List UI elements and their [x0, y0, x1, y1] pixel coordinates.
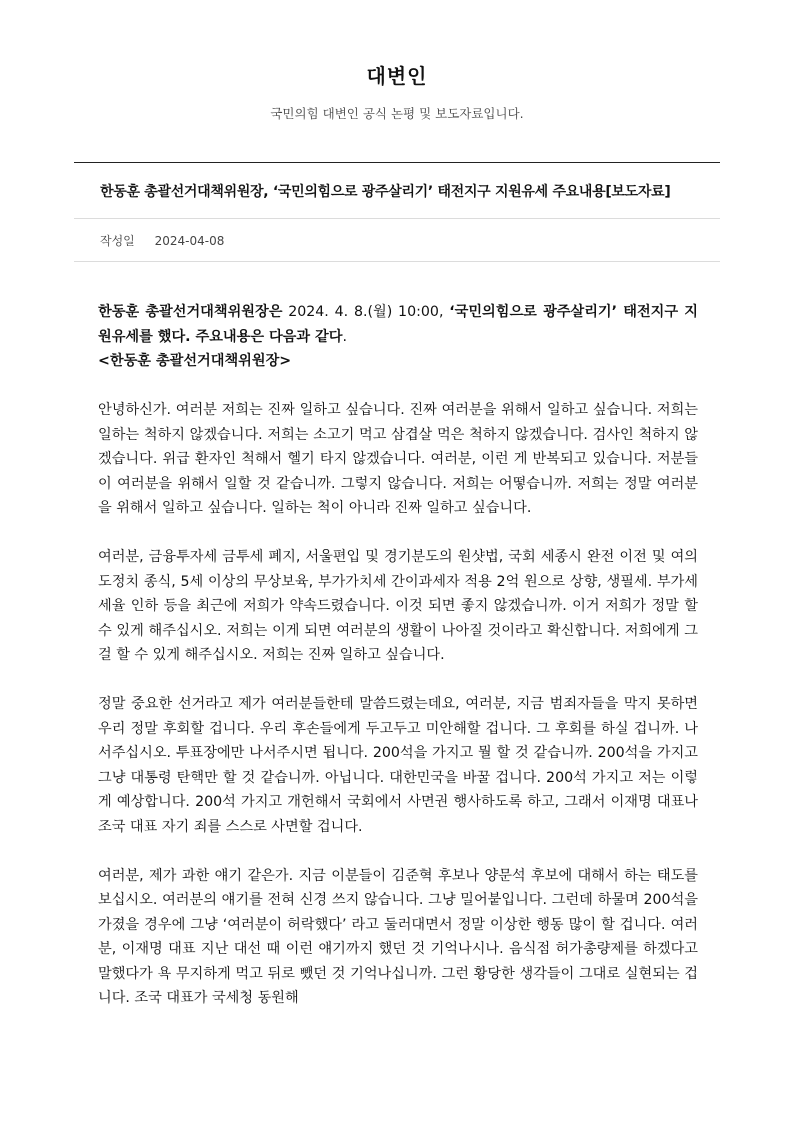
- site-title: 대변인: [366, 64, 428, 88]
- body-paragraph: 정말 중요한 선거라고 제가 여러분들한테 말씀드렸는데요, 여러분, 지금 범죄자들을 막지 못하면 우리 정말 후회할 겁니다. 우리 후손들에게 두고두고 미안해할 겁니다. 그 후회를 하실 겁니까. 나서주십시오. 투표장에만 나서주시면 됩니다. 200석을 가지고 뭘 할 것 같습니까. 200석을 가지고 그냥 대통령 탄핵만 할 것 같습니까. 아닙니다. 대한민국을 바꿀 겁니다. 200석 가지고 저는 이렇게 예상합니다. 200석 가지고 개헌해서 국회에서 사면권 행사하도록 하고, 그래서 이재명 대표나 조국 대표 자기 죄를 스스로 사면할 겁니다.: [98, 696, 698, 835]
- meta-divider: [74, 261, 720, 262]
- post-date: 2024-04-08: [154, 234, 225, 248]
- intro-paragraph: [98, 300, 698, 374]
- date-label: 작성일: [100, 234, 135, 248]
- speaker-heading: <한동훈 총괄선거대책위원장>: [98, 353, 292, 369]
- header-divider: [74, 162, 720, 163]
- body-paragraph: 안녕하신가. 여러분 저희는 진짜 일하고 싶습니다. 진짜 여러분을 위해서 일하고 싶습니다. 저희는 일하는 척하지 않겠습니다. 저희는 소고기 먹고 삼겹살 먹은 척하지 않겠습니다. 검사인 척하지 않겠습니다. 위급 환자인 척해서 헬기 타지 않겠습니다. 여러분, 이런 게 반복되고 있습니다. 저분들이 여러분을 위해서 일할 것 같습니까. 그렇지 않습니다. 저희는 어떻습니까. 저희는 정말 여러분을 위해서 일하고 싶습니다. 일하는 척이 아니라 진짜 일하고 싶습니다.: [98, 402, 698, 516]
- intro-end: .: [342, 328, 347, 345]
- title-divider: [74, 218, 720, 219]
- site-subtitle: 국민의힘 대변인 공식 논평 및 보도자료입니다.: [270, 106, 524, 121]
- body-paragraph: 여러분, 금융투자세 금투세 폐지, 서울편입 및 경기분도의 원샷법, 국회 세종시 완전 이전 및 여의도정치 종식, 5세 이상의 무상보육, 부가가치세 간이과세자 적용 2억 원으로 상향, 생필세. 부가세 세율 인하 등을 최근에 저희가 약속드렸습니다. 이것 되면 좋지 않겠습니까. 이거 저희가 정말 할 수 있게 해주십시오. 저희는 이게 되면 여러분의 생활이 나아질 것이라고 확신합니다. 저희에게 그걸 할 수 있게 해주십시오. 저희는 진짜 일하고 싶습니다.: [98, 549, 698, 663]
- intro-event: ‘국민의힘으로 광주살리기’ 태전지구 지원유세를 했다. 주요내용은 다음과 같다: [98, 304, 698, 345]
- post-meta: [100, 232, 224, 249]
- intro-datetime: 2024. 4. 8.(월) 10:00,: [282, 304, 450, 320]
- article-body: [98, 300, 698, 1035]
- post-title: 한동훈 총괄선거대책위원장, ‘국민의힘으로 광주살리기’ 태전지구 지원유세 주요내용[보도자료]: [100, 184, 671, 200]
- intro-speaker: 한동훈 총괄선거대책위원장은: [98, 304, 283, 320]
- body-paragraph: 여러분, 제가 과한 얘기 같은가. 지금 이분들이 김준혁 후보나 양문석 후보에 대해서 하는 태도를 보십시오. 여러분의 얘기를 전혀 신경 쓰지 않습니다. 그냥 밀어붙입니다. 그런데 하물며 200석을 가졌을 경우에 그냥 ‘여러분이 허락했다’ 라고 둘러대면서 정말 이상한 행동 많이 할 겁니다. 여러분, 이재명 대표 지난 대선 때 이런 얘기까지 했던 것 기억나시나. 음식점 허가총량제를 하겠다고 말했다가 욕 무지하게 먹고 뒤로 뺐던 것 기억나십니까. 그런 황당한 생각들이 그대로 실현되는 겁니다. 조국 대표가 국세청 동원해: [98, 867, 698, 1006]
